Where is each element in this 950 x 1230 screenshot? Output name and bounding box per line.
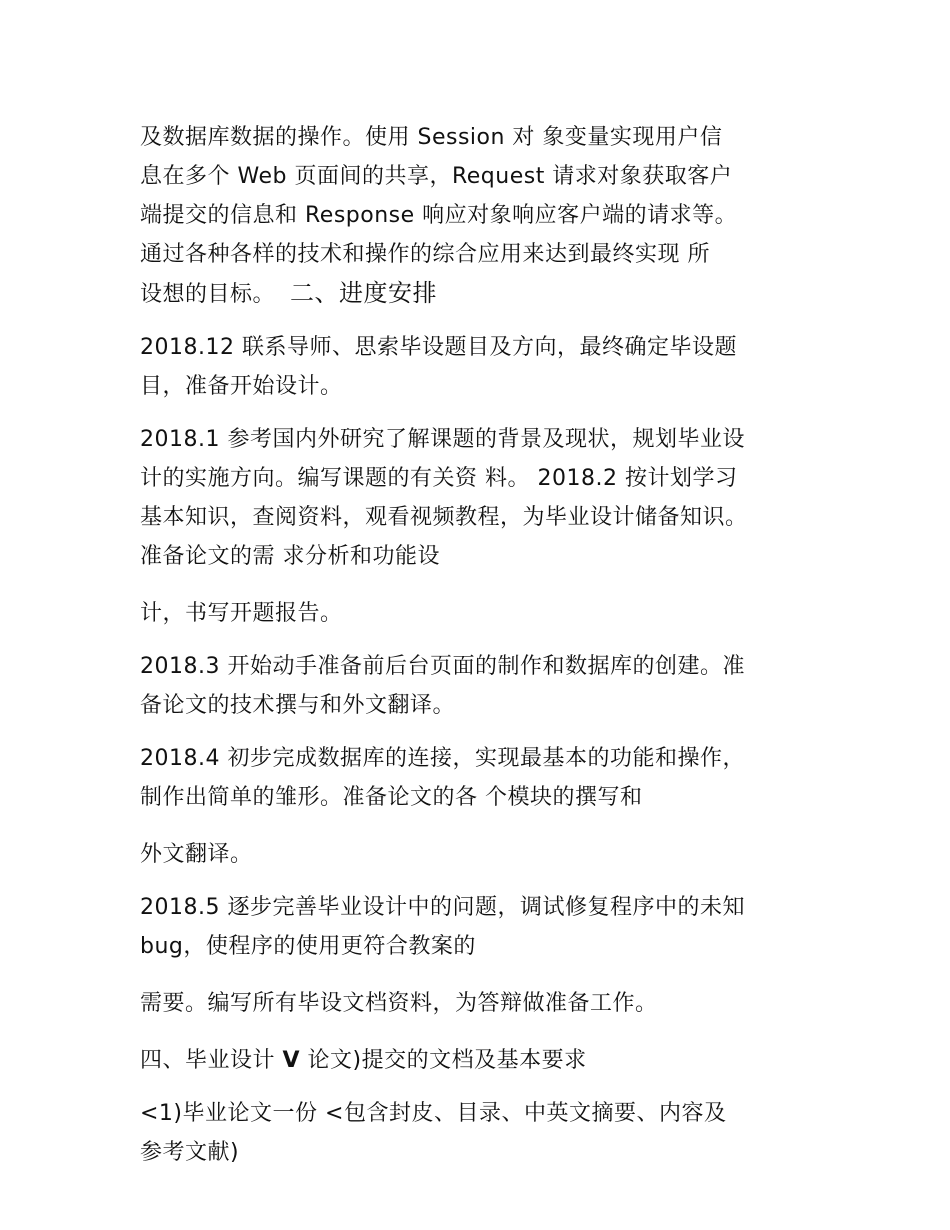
heading-bold-char: V <box>282 1048 301 1073</box>
schedule-item-2018-5-continued <box>140 984 830 1023</box>
intro-last-text: 设想的目标。 <box>140 282 276 307</box>
schedule-item-2018-12 <box>140 328 830 406</box>
text-line <box>140 274 830 314</box>
text-line: 端提交的信息和 Response 响应对象响应客户端的请求等。 <box>140 203 738 228</box>
text-line: 准备论文的需 求分析和功能设 <box>140 544 440 569</box>
schedule-item-2018-1-continued <box>140 594 830 633</box>
requirement-item-1 <box>140 1094 830 1172</box>
schedule-item-2018-5 <box>140 888 830 966</box>
schedule-item-2018-4 <box>140 739 830 817</box>
text-line: 2018.12 联系导师、思索毕设题目及方向，最终确定毕设题 <box>140 335 737 360</box>
heading-prefix: 四、毕业设计 <box>140 1048 283 1073</box>
text-line: 外文翻译。 <box>140 842 253 867</box>
text-line: 2018.3 开始动手准备前后台页面的制作和数据库的创建。准 <box>140 654 745 679</box>
text-line: 基本知识，查阅资料，观看视频教程，为毕业设计储备知识。 <box>140 505 748 530</box>
document-page <box>140 118 830 1172</box>
text-line: 参考文献) <box>140 1140 240 1165</box>
text-line <box>140 1041 830 1080</box>
text-line: bug，使程序的使用更符合教案的 <box>140 934 476 959</box>
text-line: 通过各种各样的技术和操作的综合应用来达到最终实现 所 <box>140 242 710 267</box>
intro-paragraph <box>140 118 830 314</box>
text-line: 计的实施方向。编写课题的有关资 料。 2018.2 按计划学习 <box>140 466 738 491</box>
text-line: 息在多个 Web 页面间的共享，Request 请求对象获取客户 <box>140 164 733 189</box>
text-line: 计，书写开题报告。 <box>140 601 343 626</box>
text-line: 2018.4 初步完成数据库的连接，实现最基本的功能和操作， <box>140 746 745 771</box>
schedule-item-2018-3 <box>140 647 830 725</box>
text-line: <1)毕业论文一份 <包含封皮、目录、中英文摘要、内容及 <box>140 1101 727 1126</box>
text-line: 备论文的技术撰与和外文翻译。 <box>140 693 456 718</box>
section-heading-deliverables <box>140 1041 830 1080</box>
text-line: 及数据库数据的操作。使用 Session 对 象变量实现用户信 <box>140 125 723 150</box>
text-line: 制作出简单的雏形。准备论文的各 个模块的撰写和 <box>140 785 643 810</box>
heading-suffix: 论文)提交的文档及基本要求 <box>300 1048 587 1073</box>
text-line: 需要。编写所有毕设文档资料，为答辩做准备工作。 <box>140 991 658 1016</box>
text-line: 2018.1 参考国内外研究了解课题的背景及现状，规划毕业设 <box>140 427 745 452</box>
schedule-item-2018-1 <box>140 420 830 576</box>
text-line: 2018.5 逐步完善毕业设计中的问题，调试修复程序中的未知 <box>140 895 745 920</box>
text-line: 目，准备开始设计。 <box>140 374 343 399</box>
section-heading-schedule: 二、进度安排 <box>290 279 438 307</box>
schedule-item-2018-4-continued <box>140 835 830 874</box>
